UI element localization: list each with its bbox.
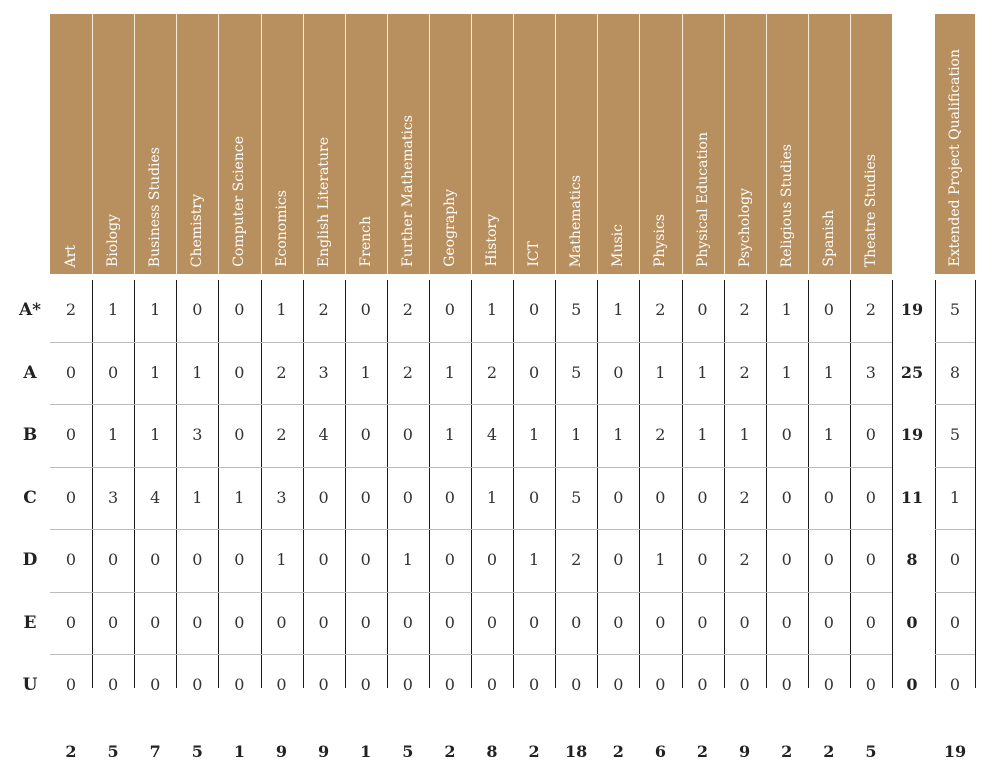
column-total: 7 <box>149 742 161 761</box>
grade-count-cell: 1 <box>486 488 498 507</box>
grade-count-cell: 0 <box>234 550 245 569</box>
grade-count-cell: 0 <box>613 613 624 632</box>
column-total: 2 <box>65 742 77 761</box>
grid-line-horizontal <box>935 467 975 468</box>
grade-label: C <box>23 488 37 508</box>
grade-count-cell: 0 <box>276 613 287 632</box>
grade-count-cell: 1 <box>571 425 582 444</box>
grade-count-cell: 1 <box>402 550 413 569</box>
column-total: 2 <box>528 742 540 761</box>
grade-count-cell: 2 <box>655 300 666 319</box>
column-total: 5 <box>191 742 203 761</box>
subject-header-label: Computer Science <box>231 136 248 267</box>
subject-header <box>176 14 218 274</box>
grade-count-cell: 0 <box>444 675 455 694</box>
grade-count-cell: 0 <box>823 675 834 694</box>
subject-header-label: Economics <box>273 190 290 267</box>
grade-count-cell: 1 <box>192 363 203 382</box>
grade-count-cell: 4 <box>486 425 498 444</box>
grade-count-cell: 0 <box>65 613 77 632</box>
subject-header-label: Psychology <box>736 187 753 267</box>
grade-count-cell: 0 <box>234 425 245 444</box>
subject-header-label: Chemistry <box>189 193 206 267</box>
grade-count-cell: 0 <box>65 425 77 444</box>
subject-header-label: ICT <box>526 241 543 267</box>
epq-count-cell: 0 <box>949 675 961 694</box>
grade-count-cell: 1 <box>655 550 666 569</box>
subject-header-label: Further Mathematics <box>399 115 416 267</box>
grid-line-horizontal <box>50 404 892 405</box>
row-total: 19 <box>900 300 924 319</box>
grade-count-cell: 1 <box>276 300 287 319</box>
column-total: 2 <box>444 742 456 761</box>
grade-count-cell: 0 <box>192 300 203 319</box>
subject-header-label: History <box>484 214 501 267</box>
grade-count-cell: 1 <box>150 363 161 382</box>
grid-line-vertical <box>975 280 976 688</box>
epq-header-label: Extended Project Qualification <box>947 49 963 267</box>
grid-line-horizontal <box>50 467 892 468</box>
subject-header <box>429 14 471 274</box>
grade-count-cell: 1 <box>486 300 498 319</box>
grade-count-cell: 2 <box>486 363 498 382</box>
header-divider <box>555 14 556 274</box>
header-divider <box>218 14 219 274</box>
grade-label: D <box>22 550 38 570</box>
subject-header-label: Mathematics <box>568 174 585 267</box>
subject-header <box>471 14 513 274</box>
grid-line-horizontal <box>50 529 892 530</box>
row-total: 19 <box>900 425 924 444</box>
grade-count-cell: 0 <box>234 363 245 382</box>
subject-header-label: Religious Studies <box>778 143 795 267</box>
subject-header <box>597 14 639 274</box>
column-total: 2 <box>781 742 793 761</box>
header-divider <box>766 14 767 274</box>
subject-header-label: Spanish <box>820 210 837 267</box>
grade-count-cell: 1 <box>444 363 455 382</box>
grade-count-cell: 0 <box>318 550 329 569</box>
grade-label: E <box>23 613 37 633</box>
grade-count-cell: 0 <box>108 613 119 632</box>
grade-count-cell: 0 <box>613 675 624 694</box>
header-divider <box>682 14 683 274</box>
grade-count-cell: 0 <box>444 613 455 632</box>
grade-count-cell: 0 <box>865 550 876 569</box>
epq-count-cell: 0 <box>949 550 961 569</box>
grade-count-cell: 3 <box>865 363 876 382</box>
epq-count-cell: 1 <box>949 488 961 507</box>
grade-count-cell: 0 <box>865 425 876 444</box>
grade-count-cell: 0 <box>823 488 834 507</box>
grade-label: A* <box>18 300 42 320</box>
grade-count-cell: 0 <box>486 613 498 632</box>
column-total: 5 <box>865 742 877 761</box>
grade-count-cell: 0 <box>360 300 371 319</box>
grade-count-cell: 2 <box>65 300 77 319</box>
grade-count-cell: 0 <box>276 675 287 694</box>
grid-line-horizontal <box>935 654 975 655</box>
grade-count-cell: 1 <box>192 488 203 507</box>
header-divider <box>724 14 725 274</box>
grade-count-cell: 0 <box>318 675 329 694</box>
grade-count-cell: 0 <box>360 425 371 444</box>
header-divider <box>639 14 640 274</box>
subject-header-label: Music <box>610 224 627 267</box>
grade-count-cell: 2 <box>571 550 582 569</box>
grade-count-cell: 1 <box>739 425 750 444</box>
column-total: 9 <box>318 742 330 761</box>
grade-count-cell: 0 <box>402 488 413 507</box>
column-total: 18 <box>565 742 588 761</box>
header-divider <box>429 14 430 274</box>
grade-count-cell: 2 <box>402 300 413 319</box>
subject-header <box>50 14 92 274</box>
subject-header-label: English Literature <box>315 136 332 267</box>
grade-count-cell: 0 <box>108 363 119 382</box>
subject-header <box>345 14 387 274</box>
grade-count-cell: 0 <box>444 488 455 507</box>
grade-count-cell: 5 <box>571 488 582 507</box>
grade-count-cell: 0 <box>529 488 540 507</box>
subject-header-label: Art <box>63 244 80 267</box>
subject-header-label: Physics <box>652 213 669 267</box>
grade-count-cell: 0 <box>823 300 834 319</box>
column-total: 2 <box>612 742 624 761</box>
grade-count-cell: 5 <box>571 363 582 382</box>
grade-count-cell: 0 <box>697 675 708 694</box>
column-total: 9 <box>275 742 288 761</box>
grade-count-cell: 2 <box>739 488 750 507</box>
grade-count-cell: 5 <box>571 300 582 319</box>
epq-count-cell: 0 <box>949 613 961 632</box>
column-total: 6 <box>654 742 666 761</box>
grade-count-cell: 0 <box>444 300 455 319</box>
column-total: 2 <box>823 742 835 761</box>
subject-header-label: Business Studies <box>147 146 164 267</box>
grade-count-cell: 1 <box>529 550 540 569</box>
grade-count-cell: 1 <box>781 363 792 382</box>
grade-count-cell: 1 <box>823 425 834 444</box>
grade-count-cell: 1 <box>360 363 371 382</box>
grid-line-horizontal <box>50 592 892 593</box>
grade-count-cell: 0 <box>823 550 834 569</box>
subject-header <box>92 14 134 274</box>
grade-count-cell: 0 <box>150 613 161 632</box>
grade-count-cell: 0 <box>65 550 77 569</box>
column-total: 5 <box>402 742 414 761</box>
grid-line-horizontal <box>50 342 892 343</box>
grade-count-cell: 0 <box>865 675 876 694</box>
grade-count-cell: 1 <box>234 488 245 507</box>
row-total: 0 <box>906 675 918 694</box>
epq-count-cell: 5 <box>949 300 961 319</box>
grade-count-cell: 0 <box>234 613 245 632</box>
grade-count-cell: 3 <box>192 425 203 444</box>
grade-count-cell: 0 <box>65 675 77 694</box>
grade-count-cell: 0 <box>150 675 161 694</box>
subject-header <box>387 14 429 274</box>
grade-count-cell: 0 <box>529 613 540 632</box>
grade-count-cell: 1 <box>613 300 624 319</box>
grade-count-cell: 0 <box>402 425 413 444</box>
grid-line-horizontal <box>935 529 975 530</box>
grade-count-cell: 0 <box>697 550 708 569</box>
grade-count-cell: 1 <box>697 425 708 444</box>
grade-count-cell: 0 <box>234 675 245 694</box>
subject-header <box>724 14 766 274</box>
grade-count-cell: 0 <box>192 675 203 694</box>
grade-count-cell: 0 <box>192 613 203 632</box>
subject-header <box>218 14 260 274</box>
subject-header <box>513 14 555 274</box>
header-divider <box>261 14 262 274</box>
grade-count-cell: 3 <box>108 488 119 507</box>
grade-count-cell: 0 <box>234 300 245 319</box>
column-total: 8 <box>486 742 498 761</box>
grade-count-cell: 0 <box>444 550 455 569</box>
grade-count-cell: 2 <box>655 425 666 444</box>
grade-count-cell: 0 <box>655 613 666 632</box>
grade-count-cell: 3 <box>318 363 329 382</box>
grade-count-cell: 0 <box>529 675 540 694</box>
grade-count-cell: 0 <box>865 488 876 507</box>
column-total: 1 <box>233 742 245 761</box>
grid-line-horizontal <box>50 654 892 655</box>
column-total: 1 <box>360 742 372 761</box>
header-divider <box>345 14 346 274</box>
grid-line-horizontal <box>935 342 975 343</box>
header-divider <box>92 14 93 274</box>
grade-count-cell: 0 <box>402 675 413 694</box>
grade-count-cell: 0 <box>739 675 750 694</box>
grade-count-cell: 0 <box>402 613 413 632</box>
subject-header-label: French <box>357 216 374 267</box>
grade-count-cell: 0 <box>486 675 498 694</box>
header-divider <box>134 14 135 274</box>
row-total: 11 <box>900 488 924 507</box>
grade-count-cell: 2 <box>865 300 876 319</box>
grade-count-cell: 0 <box>781 613 792 632</box>
subject-header-label: Biology <box>105 214 122 267</box>
grade-count-cell: 0 <box>697 300 708 319</box>
grade-count-cell: 1 <box>150 300 161 319</box>
grade-count-cell: 2 <box>739 550 750 569</box>
grade-count-cell: 0 <box>150 550 161 569</box>
header-divider <box>850 14 851 274</box>
subject-header <box>766 14 808 274</box>
epq-total: 19 <box>943 742 967 761</box>
grid-line-horizontal <box>935 592 975 593</box>
grade-count-cell: 0 <box>65 488 77 507</box>
grade-count-cell: 0 <box>781 675 792 694</box>
grade-count-cell: 0 <box>108 550 119 569</box>
subject-header <box>808 14 850 274</box>
grade-count-cell: 0 <box>613 488 624 507</box>
grade-count-cell: 0 <box>739 613 750 632</box>
subject-header-label: Physical Education <box>694 131 711 267</box>
row-total: 25 <box>900 363 924 382</box>
row-total: 0 <box>906 613 918 632</box>
grade-count-cell: 4 <box>150 488 161 507</box>
grid-line-horizontal <box>935 404 975 405</box>
epq-count-cell: 5 <box>949 425 961 444</box>
subject-header <box>682 14 724 274</box>
grade-count-cell: 2 <box>739 300 750 319</box>
grade-count-cell: 0 <box>192 550 203 569</box>
grade-count-cell: 0 <box>65 363 77 382</box>
header-divider <box>176 14 177 274</box>
grade-count-cell: 0 <box>108 675 119 694</box>
grade-count-cell: 0 <box>655 488 666 507</box>
subject-header <box>261 14 303 274</box>
header-divider <box>513 14 514 274</box>
grade-count-cell: 1 <box>108 300 119 319</box>
grade-count-cell: 0 <box>781 425 792 444</box>
column-total: 9 <box>739 742 751 761</box>
grade-count-cell: 0 <box>613 550 624 569</box>
grade-label: U <box>22 675 38 695</box>
grade-count-cell: 4 <box>318 425 329 444</box>
column-total: 5 <box>107 742 119 761</box>
grade-count-cell: 0 <box>823 613 834 632</box>
grade-count-cell: 0 <box>360 613 371 632</box>
grade-count-cell: 0 <box>697 488 708 507</box>
grade-count-cell: 0 <box>360 550 371 569</box>
epq-column-header <box>935 14 975 274</box>
grade-count-cell: 0 <box>318 613 329 632</box>
grade-count-cell: 0 <box>360 488 371 507</box>
subject-header <box>303 14 345 274</box>
grade-count-cell: 1 <box>781 300 792 319</box>
grade-count-cell: 2 <box>276 363 287 382</box>
subject-header <box>555 14 597 274</box>
grade-count-cell: 0 <box>486 550 498 569</box>
grade-count-cell: 0 <box>781 488 792 507</box>
grade-count-cell: 3 <box>276 488 287 507</box>
grade-count-cell: 0 <box>865 613 876 632</box>
grade-count-cell: 0 <box>697 613 708 632</box>
grade-count-cell: 1 <box>697 363 708 382</box>
subject-header <box>134 14 176 274</box>
grade-label: B <box>22 425 38 445</box>
epq-count-cell: 8 <box>949 363 961 382</box>
grade-count-cell: 0 <box>529 300 540 319</box>
grid-line-vertical <box>892 280 893 688</box>
subject-header-label: Theatre Studies <box>862 153 879 267</box>
header-divider <box>471 14 472 274</box>
grade-count-cell: 1 <box>444 425 455 444</box>
grade-count-cell: 0 <box>360 675 371 694</box>
grade-count-cell: 2 <box>318 300 329 319</box>
grade-count-cell: 0 <box>571 613 582 632</box>
grade-count-cell: 0 <box>655 675 666 694</box>
column-total: 2 <box>696 742 709 761</box>
grade-count-cell: 0 <box>318 488 329 507</box>
grade-count-cell: 2 <box>276 425 287 444</box>
grade-count-cell: 0 <box>613 363 624 382</box>
subject-header-label: Geography <box>441 189 458 267</box>
grade-count-cell: 1 <box>150 425 161 444</box>
grade-count-cell: 1 <box>655 363 666 382</box>
header-divider <box>387 14 388 274</box>
grade-count-cell: 0 <box>529 363 540 382</box>
subject-header <box>639 14 681 274</box>
grade-count-cell: 1 <box>276 550 287 569</box>
grade-count-cell: 1 <box>823 363 834 382</box>
header-divider <box>808 14 809 274</box>
grade-count-cell: 0 <box>781 550 792 569</box>
header-divider <box>303 14 304 274</box>
grade-count-cell: 1 <box>529 425 540 444</box>
row-total: 8 <box>906 550 918 569</box>
grade-count-cell: 1 <box>613 425 624 444</box>
grade-label: A <box>23 363 37 383</box>
grade-count-cell: 0 <box>571 675 582 694</box>
grade-count-cell: 2 <box>739 363 750 382</box>
subject-header <box>850 14 892 274</box>
header-divider <box>597 14 598 274</box>
grade-count-cell: 2 <box>402 363 413 382</box>
grade-count-cell: 1 <box>108 425 119 444</box>
